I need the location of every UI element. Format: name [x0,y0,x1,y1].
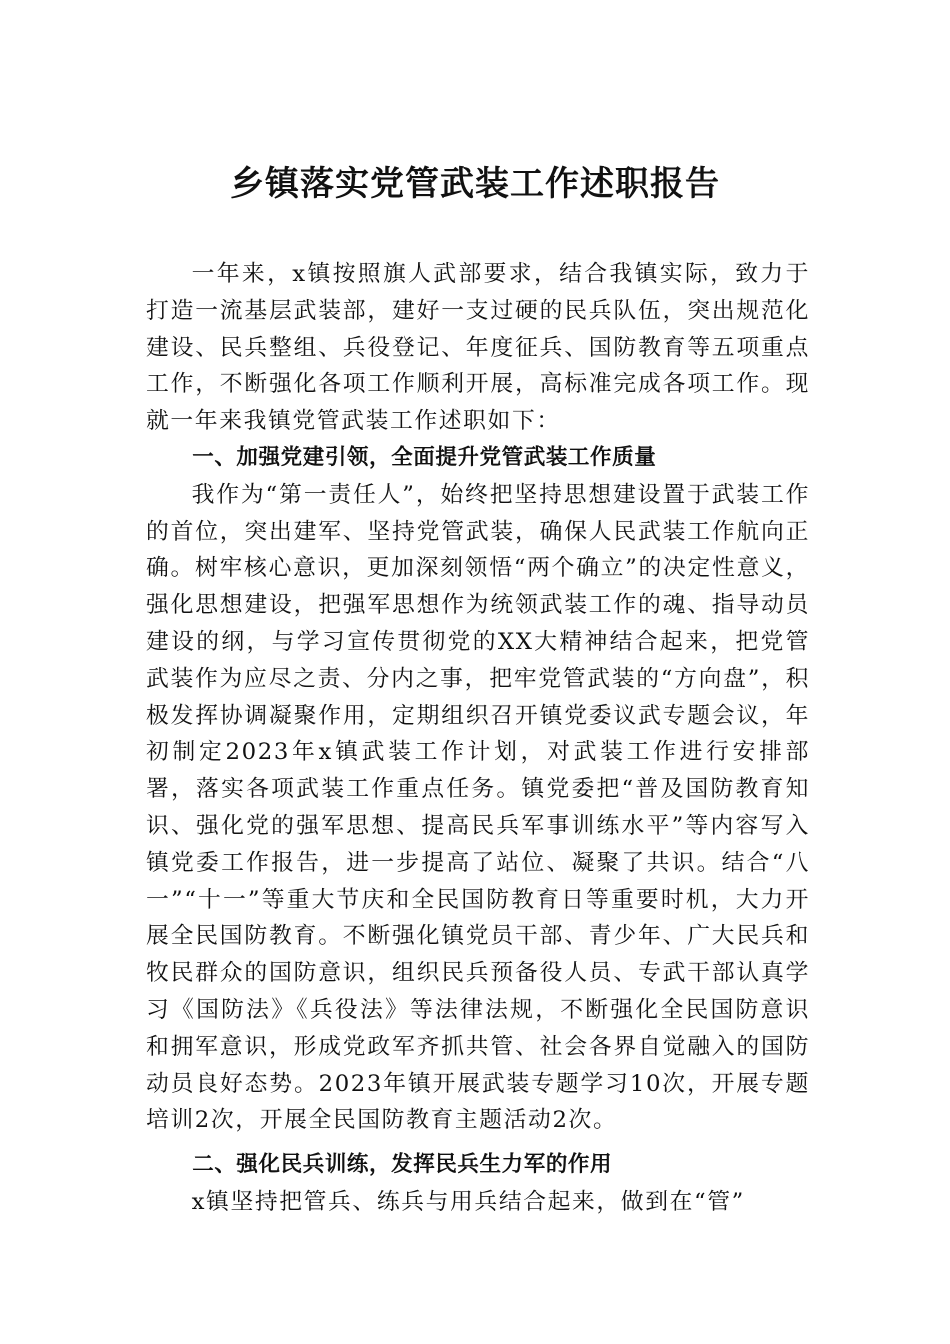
section-paragraph-1: 我作为“第一责任人”，始终把坚持思想建设置于武装工作的首位，突出建军、坚持党管武装，确保人民武装工作航向正确。树牢核心意识，更加深刻领悟“两个确立”的决定性意义，强化思想建设，把强军思想作为统领武装工作的魂、指导动员建设的纲，与学习宣传贯彻党的XX大精神结合起来，把党管武装作为应尽之责、分内之事，把牢党管武装的“方向盘”，积极发挥协调凝聚作用，定期组织召开镇党委议武专题会议，年初制定2023年x镇武装工作计划，对武装工作进行安排部署，落实各项武装工作重点任务。镇党委把“普及国防教育知识、强化党的强军思想、提高民兵军事训练水平”等内容写入镇党委工作报告，进一步提高了站位、凝聚了共识。结合“八一”“十一”等重大节庆和全民国防教育日等重要时机，大力开展全民国防教育。不断强化镇党员干部、青少年、广大民兵和牧民群众的国防意识，组织民兵预备役人员、专武干部认真学习《国防法》《兵役法》等法律法规，不断强化全民国防意识和拥军意识，形成党政军齐抓共管、社会各界自觉融入的国防动员良好态势。2023年镇开展武装专题学习10次，开展专题培训2次，开展全民国防教育主题活动2次。 [146,481,810,1134]
section-paragraph-2: x镇坚持把管兵、练兵与用兵结合起来，做到在“管” [191,1188,745,1215]
document-title: 乡镇落实党管武装工作述职报告 [230,164,720,204]
section-heading-2: 二、强化民兵训练，发挥民兵生力军的作用 [192,1152,613,1178]
document-body [146,256,810,1221]
section-heading-1: 一、加强党建引领，全面提升党管武装工作质量 [192,444,657,470]
intro-paragraph: 一年来，x镇按照旗人武部要求，结合我镇实际，致力于打造一流基层武装部，建好一支过硬的民兵队伍，突出规范化建设、民兵整组、兵役登记、年度征兵、国防教育等五项重点工作，不断强化各项工作顺利开展，高标准完成各项工作。现就一年来我镇党管武装工作述职如下： [146,261,810,435]
